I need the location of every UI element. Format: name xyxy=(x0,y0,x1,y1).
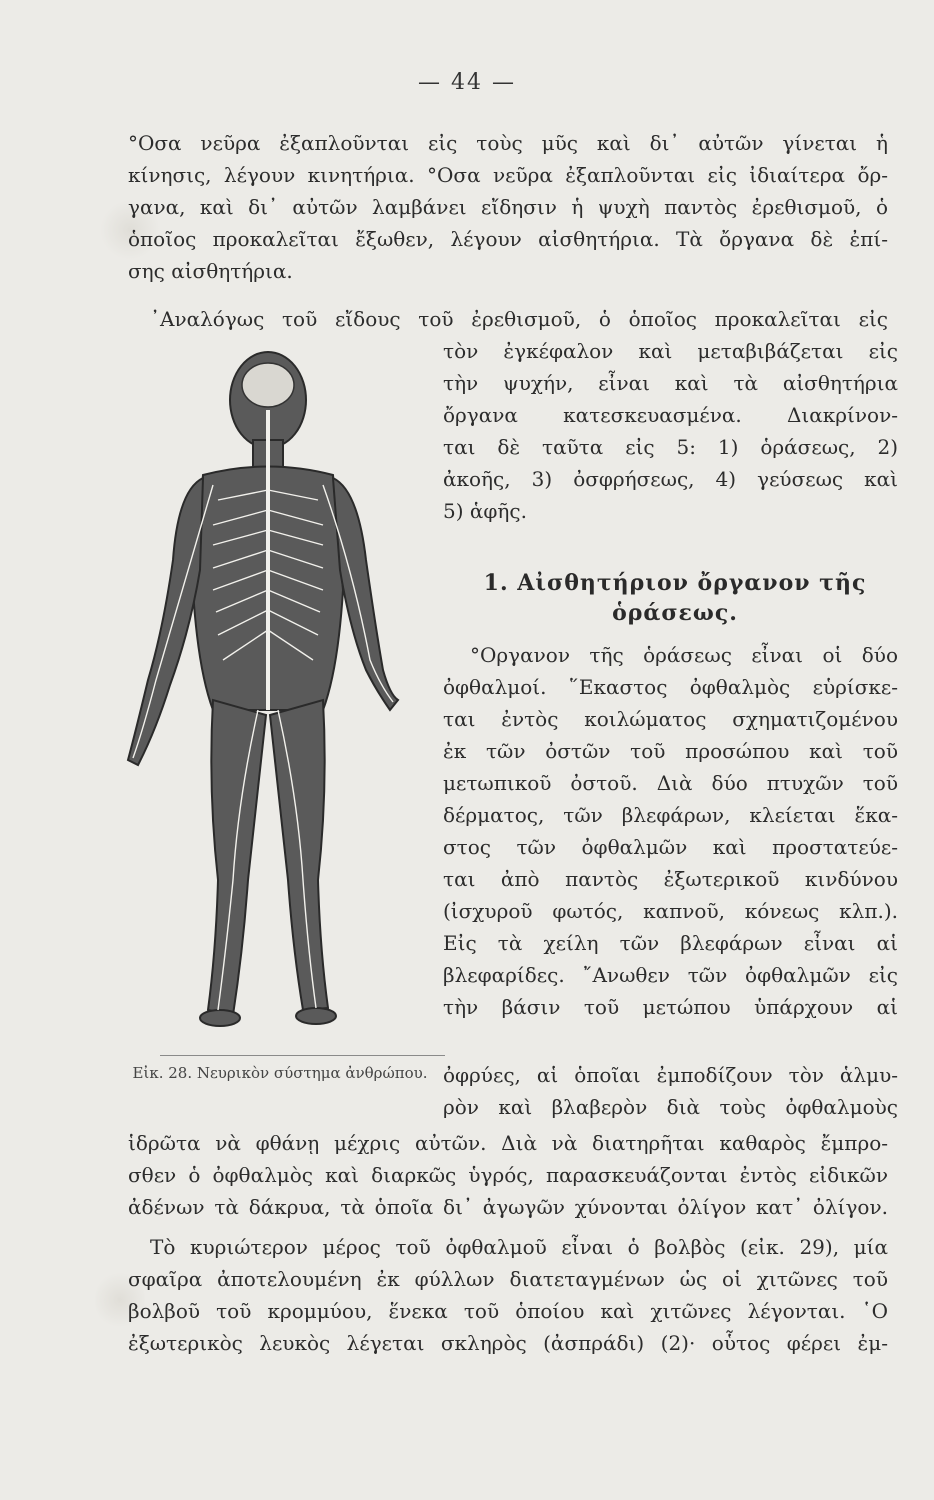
text-line: Τὸ κυριώτερον μέρος τοῦ ὀφθαλμοῦ εἶναι ὁ βολβὸς (εἰκ. 29), μία xyxy=(150,1235,888,1259)
text-line: γανα, καὶ δι᾽ αὐτῶν λαμβάνει εἴδησιν ἡ ψυχὴ παντὸς ἐρεθισμοῦ, ὁ xyxy=(128,195,888,219)
text-line: ἀκοῆς, 3) ὀσφρήσεως, 4) γεύσεως καὶ xyxy=(443,467,898,491)
page-number: — 44 — xyxy=(418,70,516,95)
text-line: σφαῖρα ἀποτελουμένη ἐκ φύλλων διατεταγμένων ὡς οἱ χιτῶνες τοῦ xyxy=(128,1267,888,1291)
text-line: δέρματος, τῶν βλεφάρων, κλείεται ἕκα- xyxy=(443,803,898,827)
text-line: ἐξωτερικὸς λευκὸς λέγεται σκληρὸς (ἀσπράδι) (2)· οὗτος φέρει ἐμ- xyxy=(128,1331,888,1355)
text-line: τὸν ἐγκέφαλον καὶ μεταβιβάζεται εἰς xyxy=(443,339,898,363)
text-line: ὁποῖος προκαλεῖται ἔξωθεν, λέγουν αἰσθητήρια. Τὰ ὄργανα δὲ ἐπί- xyxy=(128,227,888,251)
text-line: ᾽Αναλόγως τοῦ εἴδους τοῦ ἐρεθισμοῦ, ὁ ὁποῖος προκαλεῖται εἰς xyxy=(150,307,888,331)
text-line: ται δὲ ταῦτα εἰς 5: 1) ὁράσεως, 2) xyxy=(443,435,898,459)
text-line: Εἰς τὰ χείλη τῶν βλεφάρων εἶναι αἱ xyxy=(443,931,898,955)
text-line: (ἰσχυροῦ φωτός, καπνοῦ, κόνεως κλπ.). xyxy=(443,899,898,923)
figure-caption: Εἰκ. 28. Νευρικὸν σύστημα ἀνθρώπου. xyxy=(132,1064,428,1082)
text-line: ὄργανα κατεσκευασμένα. Διακρίνον- xyxy=(443,403,898,427)
text-line: τὴν βάσιν τοῦ μετώπου ὑπάρχουν αἱ xyxy=(443,995,898,1019)
text-line: °Οσα νεῦρα ἐξαπλοῦνται εἰς τοὺς μῦς καὶ δι᾽ αὐτῶν γίνεται ἡ xyxy=(128,131,888,155)
text-line: 5) ἁφῆς. xyxy=(443,499,527,523)
text-line: ρὸν καὶ βλαβερὸν διὰ τοὺς ὀφθαλμοὺς xyxy=(443,1095,898,1119)
text-line: βολβοῦ τοῦ κρομμύου, ἕνεκα τοῦ ὁποίου καὶ χιτῶνες λέγονται. ῾Ο xyxy=(128,1299,888,1323)
text-line: βλεφαρίδες. ῎Ανωθεν τῶν ὀφθαλμῶν εἰς xyxy=(443,963,898,987)
text-line: ται ἐντὸς κοιλώματος σχηματιζομένου xyxy=(443,707,898,731)
text-line: ὀφθαλμοί. ῞Εκαστος ὀφθαλμὸς εὑρίσκε- xyxy=(443,675,898,699)
figure-rule xyxy=(160,1055,445,1056)
text-line: ἐκ τῶν ὀστῶν τοῦ προσώπου καὶ τοῦ xyxy=(443,739,898,763)
text-line: ἀδένων τὰ δάκρυα, τὰ ὁποῖα δι᾽ ἀγωγῶν χύνονται ὀλίγον κατ᾽ ὀλίγον. xyxy=(128,1195,888,1219)
text-line: ται ἀπὸ παντὸς ἐξωτερικοῦ κινδύνου xyxy=(443,867,898,891)
text-line: κίνησις, λέγουν κινητήρια. °Οσα νεῦρα ἐξαπλοῦνται εἰς ἰδιαίτερα ὄρ- xyxy=(128,163,888,187)
text-line: σθεν ὁ ὀφθαλμὸς καὶ διαρκῶς ὑγρός, παρασκευάζονται ἐντὸς εἰδικῶν xyxy=(128,1163,888,1187)
text-line: μετωπικοῦ ὀστοῦ. Διὰ δύο πτυχῶν τοῦ xyxy=(443,771,898,795)
section-heading: 1. Αἰσθητήριον ὄργανον τῆς ὁράσεως. xyxy=(483,570,867,626)
text-line: στος τῶν ὀφθαλμῶν καὶ προστατεύε- xyxy=(443,835,898,859)
text-line: °Οργανον τῆς ὁράσεως εἶναι οἱ δύο xyxy=(470,643,898,667)
text-line: τὴν ψυχήν, εἶναι καὶ τὰ αἰσθητήρια xyxy=(443,371,898,395)
text-line: σης αἰσθητήρια. xyxy=(128,259,293,283)
nervous-system-figure xyxy=(108,340,428,1050)
text-line: ὀφρύες, αἱ ὁποῖαι ἐμποδίζουν τὸν ἁλμυ- xyxy=(443,1063,898,1087)
text-line: ἱδρῶτα νὰ φθάνῃ μέχρις αὐτῶν. Διὰ νὰ διατηρῆται καθαρὸς ἔμπρο- xyxy=(128,1131,888,1155)
